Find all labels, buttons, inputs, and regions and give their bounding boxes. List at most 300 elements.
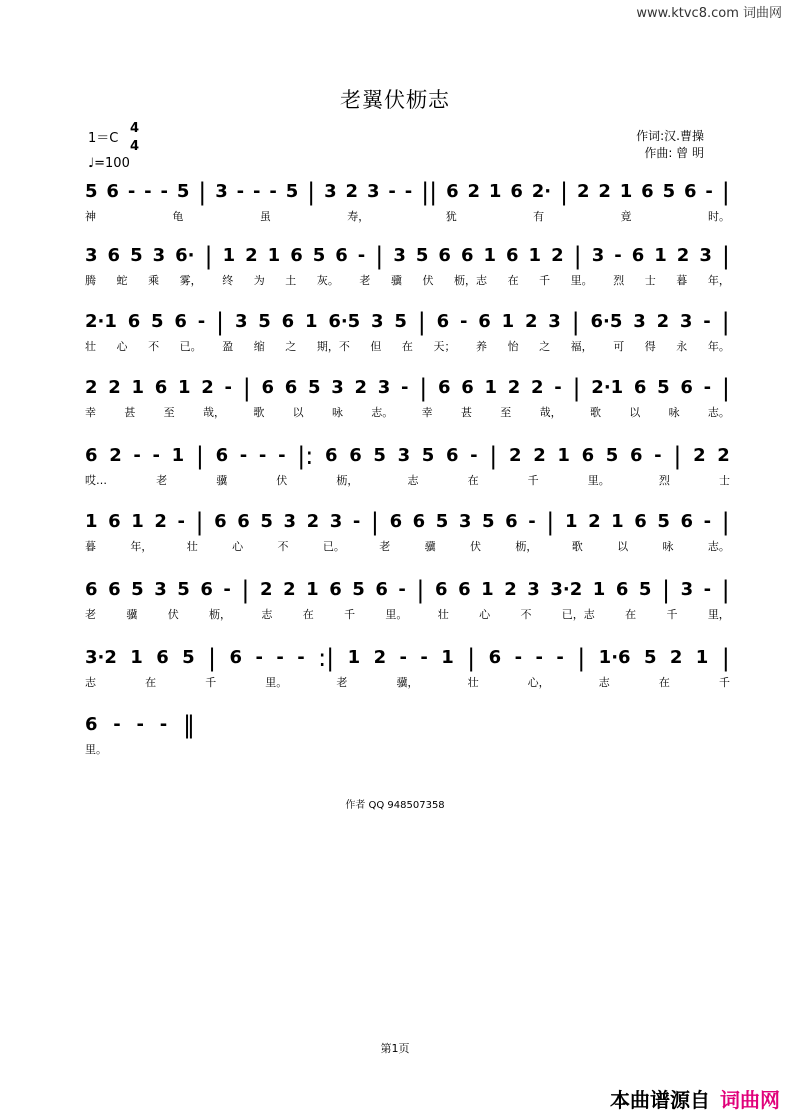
staff-line: [0, 236, 790, 300]
composer-credit: 作曲: 曾 明: [644, 146, 704, 160]
lyric-syllable: 里。: [85, 743, 107, 756]
lyric-syllable: 缩: [253, 340, 265, 353]
notes-row: [85, 376, 730, 400]
note: 5: [352, 579, 365, 600]
lyric-syllable: 壮: [437, 608, 449, 621]
lyric-syllable: 志。: [371, 406, 394, 419]
note: 6: [615, 579, 629, 600]
lyric-syllable: 骥: [126, 608, 138, 621]
note: 6: [329, 579, 342, 600]
lyric-syllable: 枥，: [209, 608, 232, 621]
note: 6: [85, 445, 98, 466]
note: -: [269, 181, 277, 202]
lyric-syllable: 里。: [570, 274, 593, 287]
lyric-syllable: 歌: [571, 540, 583, 553]
barline: |: [204, 242, 213, 270]
note: 6: [445, 445, 459, 466]
note: 3: [366, 181, 380, 202]
note: -: [654, 445, 662, 466]
barline: |: [419, 374, 428, 402]
lyric-syllable: 得: [644, 340, 656, 353]
barline: |:: [297, 442, 314, 470]
lyrics-row: [85, 676, 730, 690]
lyric-syllable: 志。: [707, 540, 730, 553]
source-credit: [610, 1084, 780, 1113]
note: 5: [176, 181, 190, 202]
lyric-syllable: 之: [285, 340, 297, 353]
note: 6: [631, 245, 645, 266]
barline: |: [370, 508, 379, 536]
note: 2: [245, 245, 258, 266]
note: 5: [421, 445, 435, 466]
note: -: [420, 647, 428, 668]
lyric-syllable: 老: [156, 474, 168, 487]
lyric-syllable: 烈: [613, 274, 625, 287]
note: 2: [154, 511, 167, 532]
lyric-syllable: 已。: [179, 340, 202, 353]
note: -: [197, 311, 206, 332]
lyrics-row: [85, 540, 730, 554]
note: 1: [654, 245, 667, 266]
note: 6·5: [328, 311, 361, 332]
note: 2: [345, 181, 359, 202]
lyric-syllable: 哉，: [202, 406, 225, 419]
lyric-syllable: 歌: [253, 406, 265, 419]
watermark: www.ktvc8.com 词曲网: [636, 6, 782, 21]
barline: |: [307, 178, 316, 206]
staff-line: [0, 302, 790, 366]
lyrics-row: [85, 743, 125, 757]
note: -: [514, 647, 523, 668]
note: 3: [591, 245, 605, 266]
lyric-syllable: 终: [222, 274, 234, 287]
note: 6: [108, 511, 121, 532]
notes-row: [85, 244, 730, 268]
note: 1: [347, 647, 361, 668]
note: 6·: [175, 245, 195, 266]
lyric-syllable: 有: [533, 210, 545, 223]
note: 1: [131, 377, 145, 398]
note: 2: [656, 311, 670, 332]
note: 1: [695, 647, 709, 668]
lyric-syllable: 不: [277, 540, 289, 553]
time-signature-bottom: 4: [130, 139, 140, 154]
note: -: [404, 181, 413, 202]
lyric-syllable: 至: [163, 406, 175, 419]
lyric-syllable: 老: [336, 676, 348, 689]
lyric-syllable: 甚: [460, 406, 472, 419]
note: 6: [438, 245, 451, 266]
barline: |: [559, 178, 569, 206]
note: 6: [156, 647, 169, 668]
note: 5: [85, 181, 98, 202]
note: 2: [260, 579, 273, 600]
note: -: [278, 445, 286, 466]
staff-line: [0, 368, 790, 432]
note: 5: [657, 377, 670, 398]
lyric-syllable: 以: [629, 406, 641, 419]
note: 1: [85, 511, 98, 532]
note: 6: [438, 377, 451, 398]
staff-line: [0, 502, 790, 566]
lyric-syllable: 在: [467, 474, 479, 487]
note: 3: [329, 511, 343, 532]
lyric-syllable: 里。: [265, 676, 288, 689]
lyric-syllable: 心: [232, 540, 244, 553]
lyric-syllable: 乘: [148, 274, 160, 287]
lyric-syllable: 暮: [676, 274, 688, 287]
note: -: [703, 511, 712, 532]
note: 6: [349, 445, 362, 466]
note: 5: [415, 245, 429, 266]
lyric-syllable: 土: [285, 274, 297, 287]
lyric-syllable: 壮: [467, 676, 479, 689]
lyric-syllable: 志: [598, 676, 610, 689]
note: 3: [397, 445, 411, 466]
note: 5: [131, 579, 144, 600]
lyric-syllable: 士: [718, 474, 730, 487]
note: -: [398, 579, 406, 600]
note: 2: [109, 445, 122, 466]
barline: |: [198, 178, 207, 206]
lyric-syllable: 壮: [186, 540, 198, 553]
note: 1: [484, 377, 498, 398]
note: -: [255, 647, 263, 668]
page-number: 第1页: [380, 1042, 410, 1055]
note: -: [276, 647, 284, 668]
barline: |: [467, 644, 476, 672]
note: 2: [507, 377, 521, 398]
note: 5: [435, 511, 449, 532]
note: 1: [130, 647, 143, 668]
lyric-syllable: 骥: [424, 540, 436, 553]
lyric-syllable: 千: [539, 274, 551, 287]
note: 6: [446, 181, 459, 202]
note: 6: [506, 245, 519, 266]
note: -: [258, 445, 267, 466]
note: 6: [174, 311, 187, 332]
staff-line: [0, 570, 790, 634]
lyric-syllable: 骥: [390, 274, 402, 287]
note: 1: [557, 445, 570, 466]
lyric-syllable: 神: [85, 210, 96, 223]
note: 2: [504, 579, 517, 600]
lyric-syllable: 福，: [570, 340, 593, 353]
lyric-syllable: 龟: [172, 210, 184, 223]
lyric-syllable: 蛇: [116, 274, 128, 287]
barline: |: [216, 308, 225, 336]
lyric-syllable: 为: [253, 274, 265, 287]
lyrics-row: [85, 210, 730, 224]
note: -: [160, 181, 169, 202]
note: 3·2: [550, 579, 583, 600]
lyric-syllable: 虽: [259, 210, 271, 223]
note: 6: [290, 245, 303, 266]
note: 6: [641, 181, 654, 202]
lyric-syllable: 心: [479, 608, 491, 621]
note: -: [399, 647, 407, 668]
barline: |: [577, 644, 586, 672]
lyric-syllable: 心: [116, 340, 128, 353]
lyric-syllable: 以: [617, 540, 629, 553]
note: -: [239, 445, 248, 466]
note: 6: [680, 511, 694, 532]
note: 1: [441, 647, 454, 668]
note: 5: [657, 511, 670, 532]
barline: ||: [421, 178, 438, 206]
barline: |: [661, 576, 671, 604]
barline: |: [195, 508, 204, 536]
barline: |: [572, 374, 581, 402]
barline: |: [208, 644, 217, 672]
barline: |: [241, 576, 250, 604]
note: 2: [669, 647, 683, 668]
note: 1: [528, 245, 542, 266]
note: 2·1: [591, 377, 624, 398]
note: 5: [662, 181, 676, 202]
note: 3: [324, 181, 337, 202]
time-signature-top: 4: [130, 121, 140, 136]
note: -: [401, 377, 409, 398]
lyric-syllable: 千: [527, 474, 539, 487]
note: 6: [634, 511, 647, 532]
note: 3: [633, 311, 646, 332]
lyric-syllable: 年。: [707, 340, 730, 353]
note: -: [236, 181, 245, 202]
lyric-syllable: 志。: [707, 406, 730, 419]
note: 6: [505, 511, 518, 532]
staff-line: [0, 172, 790, 236]
note: 2: [467, 181, 481, 202]
note: 6: [460, 245, 474, 266]
barline: |: [417, 308, 426, 336]
note: 3: [527, 579, 540, 600]
note: 3: [85, 245, 98, 266]
note: 3: [283, 511, 297, 532]
source-site: 词曲网: [720, 1088, 780, 1112]
note: 3: [680, 579, 694, 600]
barline: |: [721, 508, 730, 536]
lyric-syllable: 千: [205, 676, 217, 689]
note: -: [253, 181, 261, 202]
note: 1: [267, 245, 281, 266]
note: 6: [85, 714, 98, 735]
note: 2: [509, 445, 522, 466]
note: 1: [171, 445, 185, 466]
barline: ‖: [182, 711, 195, 739]
lyric-syllable: 骥，: [396, 676, 419, 689]
note: 2: [85, 377, 98, 398]
note: 2: [693, 445, 706, 466]
note: -: [127, 181, 136, 202]
note: 3·2: [85, 647, 117, 668]
barline: |: [571, 308, 580, 336]
lyric-syllable: 千: [344, 608, 356, 621]
lyric-syllable: 在: [625, 608, 637, 621]
lyric-syllable: 养: [476, 340, 488, 353]
lyric-syllable: 志: [85, 676, 96, 689]
lyric-syllable: 枥，: [336, 474, 359, 487]
note: -: [352, 511, 361, 532]
barline: |: [721, 178, 730, 206]
lyric-syllable: 歌: [589, 406, 601, 419]
lyric-syllable: 灰。: [316, 274, 339, 287]
note: 6: [581, 445, 595, 466]
note: -: [159, 714, 168, 735]
note: 6: [412, 511, 426, 532]
lyric-syllable: 老: [85, 608, 96, 621]
note: 5: [482, 511, 495, 532]
lyric-syllable: 盈: [222, 340, 234, 353]
note: 2: [531, 377, 544, 398]
note: 2: [108, 377, 121, 398]
note: 3: [393, 245, 406, 266]
note: 5: [182, 647, 195, 668]
lyric-syllable: 腾: [85, 274, 96, 287]
note: -: [705, 181, 713, 202]
note: 3: [152, 245, 166, 266]
lyric-syllable: 在: [145, 676, 157, 689]
note: 6: [85, 579, 98, 600]
note: 1: [488, 181, 502, 202]
note: 3: [331, 377, 344, 398]
barline: |: [573, 242, 582, 270]
note: 3: [458, 511, 472, 532]
note: 5: [373, 445, 386, 466]
lyric-syllable: 已，志: [561, 608, 595, 621]
note: 6: [106, 181, 119, 202]
note: -: [297, 647, 305, 668]
barline: |: [546, 508, 555, 536]
lyric-syllable: 期，不: [316, 340, 350, 353]
note: 1: [304, 311, 318, 332]
note: 6: [281, 311, 295, 332]
note: 3: [234, 311, 248, 332]
notes-row: [85, 646, 730, 670]
note: 1: [178, 377, 191, 398]
barline: |: [195, 442, 204, 470]
note: -: [133, 445, 141, 466]
lyric-syllable: 伏: [276, 474, 288, 487]
note: 6: [510, 181, 523, 202]
note: 6: [633, 377, 647, 398]
lyric-syllable: 不: [148, 340, 160, 353]
note: 6: [229, 647, 243, 668]
lyric-syllable: 在: [401, 340, 413, 353]
note: 2: [551, 245, 564, 266]
note: 6: [458, 579, 471, 600]
lyric-syllable: 雾，: [179, 274, 202, 287]
note: 1·6: [598, 647, 631, 668]
note: 6: [261, 377, 275, 398]
lyricist-credit: 作词:汉.曹操: [636, 129, 704, 143]
note: 3: [371, 311, 384, 332]
lyric-syllable: 幸: [421, 406, 433, 419]
notes-row: [85, 444, 730, 468]
lyrics-row: [85, 474, 730, 488]
lyric-syllable: 哎…: [85, 474, 107, 487]
note: -: [703, 579, 712, 600]
lyric-syllable: 枥，: [515, 540, 538, 553]
note: 5: [258, 311, 271, 332]
lyric-syllable: 时。: [707, 210, 730, 223]
note: 6: [108, 579, 121, 600]
note: -: [554, 377, 562, 398]
lyric-syllable: 伏: [167, 608, 179, 621]
note: -: [528, 511, 536, 532]
note: 2: [354, 377, 368, 398]
note: 6: [127, 311, 141, 332]
note: 3: [548, 311, 561, 332]
notes-row: [85, 713, 195, 737]
staff-line: [0, 638, 790, 702]
lyrics-row: [85, 406, 730, 420]
note: 3: [699, 245, 712, 266]
note: 6: [375, 579, 388, 600]
lyric-syllable: 幸: [85, 406, 96, 419]
barline: |: [375, 242, 384, 270]
lyric-syllable: 天；: [433, 340, 456, 353]
notes-row: [85, 310, 730, 334]
note: 2·1: [85, 311, 117, 332]
barline: |: [416, 576, 425, 604]
note: 2: [598, 181, 611, 202]
note: 5: [312, 245, 326, 266]
barline: |: [721, 576, 730, 604]
note: -: [388, 181, 396, 202]
source-prefix: 本曲谱源自: [610, 1088, 710, 1112]
note: 6: [154, 377, 168, 398]
note: -: [703, 377, 712, 398]
key-signature: 1＝C: [88, 131, 119, 146]
note: 6: [680, 377, 693, 398]
note: 5: [638, 579, 652, 600]
note: 5: [151, 311, 164, 332]
lyric-syllable: 寿，: [347, 210, 370, 223]
lyric-syllable: 之: [539, 340, 551, 353]
note: 2: [201, 377, 214, 398]
note: -: [357, 245, 366, 266]
note: 2·: [531, 181, 552, 202]
note: 2: [533, 445, 546, 466]
note: 6: [683, 181, 697, 202]
note: 2: [676, 245, 690, 266]
note: 2: [306, 511, 320, 532]
lyric-syllable: 千: [718, 676, 730, 689]
lyric-syllable: 老: [359, 274, 371, 287]
lyric-syllable: 咏: [662, 540, 674, 553]
lyric-syllable: 不: [520, 608, 532, 621]
note: 6: [436, 311, 450, 332]
notes-row: [85, 578, 730, 602]
note: 5: [308, 377, 321, 398]
author-contact: 作者 QQ 948507358: [345, 800, 445, 811]
lyrics-row: [85, 274, 730, 288]
lyric-syllable: 士: [644, 274, 656, 287]
note: 5: [177, 579, 190, 600]
barline: |: [721, 374, 730, 402]
note: 6: [629, 445, 643, 466]
lyric-syllable: 志: [407, 474, 419, 487]
barline: |: [721, 242, 730, 270]
barline: |: [673, 442, 682, 470]
note: -: [535, 647, 543, 668]
lyric-syllable: 里。: [385, 608, 408, 621]
note: 2: [524, 311, 538, 332]
lyric-syllable: 以: [292, 406, 304, 419]
note: 1: [483, 245, 497, 266]
lyric-syllable: 伏: [422, 274, 434, 287]
